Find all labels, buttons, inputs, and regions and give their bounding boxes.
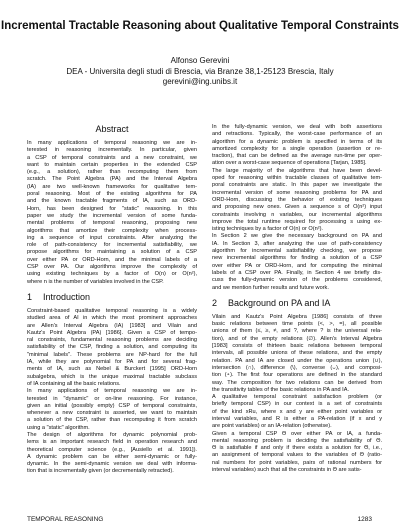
text-line: new incremental algorithms for finding a solution of a CSP bbox=[212, 255, 382, 262]
text-line: a CSP of temporal constraints and a new constraint, we bbox=[27, 154, 197, 161]
text-line: In many applications of temporal reasoning we are in- bbox=[27, 140, 197, 146]
introduction-continued-body bbox=[212, 124, 382, 292]
text-line: mental reasoning problem is deciding the satisfiability of Θ. bbox=[212, 437, 382, 444]
text-line: subalgebra, which is the unique maximal tractable subclass bbox=[27, 373, 197, 380]
text-line: propose algorithms for maintaining a solution of a CSP bbox=[27, 249, 197, 256]
text-line: algorithm for incremental satisfiability checking, we propose bbox=[212, 248, 382, 255]
abstract-body bbox=[27, 140, 197, 286]
text-line: labels of a CSP over PA. Finally, in Section 4 we briefly dis- bbox=[212, 269, 382, 276]
text-line: algorithm for a dynamic problem is specified in terms of its bbox=[212, 138, 382, 145]
text-line: tion that is incrementally given (or decrementally retracted). bbox=[27, 468, 174, 475]
text-line: ments of IA, such as Nebel & Burckert [1995] ORD-Horn bbox=[27, 366, 197, 373]
text-line: Vilain and Kautz's Point Algebra [1986] consists of three bbox=[212, 313, 382, 320]
text-line: studied area of AI in which the most prominent approaches bbox=[27, 315, 197, 322]
section-number: 2 bbox=[212, 297, 218, 308]
text-line: CSP over PA. Our algorithms improve the complexity of bbox=[27, 264, 197, 271]
text-line: are Allen's Interval Algebra (IA) [1983] and Vilain and bbox=[27, 322, 197, 329]
text-line: intervals, all possible unions of these relations, and the empty bbox=[212, 350, 382, 357]
text-line: The large majority of the algorithms that have been devel- bbox=[212, 167, 382, 174]
text-line: the transitivity tables of the basic relations in PA and IA. bbox=[212, 386, 350, 393]
text-line: oped for reasoning within tractable classes of qualitative tem- bbox=[212, 175, 382, 182]
text-line: where n is the number of variables involved in the CSP. bbox=[27, 278, 164, 285]
text-line: constraints involving n variables, our incremental algorithms bbox=[212, 211, 382, 218]
section-number: 1 bbox=[27, 291, 33, 302]
text-line: lems is an important research field in operation research and bbox=[27, 439, 197, 446]
text-line: The design of algorithms for dynamic polynomial prob- bbox=[27, 431, 197, 438]
text-line: and we mention further results and future work. bbox=[212, 284, 329, 291]
author-email: gerevini@ing.unibs.it bbox=[162, 77, 238, 86]
right-column bbox=[212, 124, 382, 474]
abstract-heading: Abstract bbox=[95, 124, 129, 134]
text-line: briefly temporal CSP) in our context is a set of constraints bbox=[212, 401, 382, 408]
text-line: ation over a worst-case sequence of operations [Tarjan, 1985]. bbox=[212, 160, 367, 167]
text-line: want to maintain certain properties in the extended CSP bbox=[27, 161, 197, 168]
text-line: ral constraints, fundamental reasoning problems are deciding bbox=[27, 337, 197, 344]
text-line: ing a sequence of input constraints. After analyzing the bbox=[27, 234, 197, 241]
text-line: cuss the fully-dynamic version of the problems considered, bbox=[212, 277, 382, 284]
text-line: isting techniques by a factor of O(n) or O(n²). bbox=[212, 226, 323, 233]
text-line: dynamic. In the semi-dynamic version we deal with informa- bbox=[27, 461, 197, 468]
text-line: of IA containing all the basic relations. bbox=[27, 380, 121, 387]
text-line: Given a temporal CSP Θ over either PA or IA, a funda- bbox=[212, 430, 382, 437]
text-line: unions of them (≤, ≥, ≠, and ?, where ? is the universal rela- bbox=[212, 328, 382, 335]
text-line: role of path-consistency for incremental satisfiability, we bbox=[27, 242, 197, 249]
text-line: Constraint-based qualitative temporal reasoning is a widely bbox=[27, 307, 197, 314]
section-title: Introduction bbox=[43, 291, 91, 302]
running-footer: TEMPORAL REASONING bbox=[27, 516, 104, 523]
text-line: A dynamic problem can be either semi-dynamic or fully- bbox=[27, 453, 197, 460]
text-line: In the fully-dynamic version, we deal with both assertions bbox=[212, 124, 382, 130]
left-column bbox=[27, 124, 197, 476]
text-line: are point variables) or an IA-relation (otherwise). bbox=[212, 423, 332, 430]
text-line: of the kind xRu, where x and y are either point variables or bbox=[212, 408, 382, 415]
text-line: [1983] consists of thirteen basic relations between temporal bbox=[212, 343, 382, 350]
author-block bbox=[0, 56, 400, 88]
text-line: scratch. The Point Algebra (PA) and the Interval Algebra bbox=[27, 176, 197, 183]
text-line: tion), and of the empty relations (∅). Allen's Interval Algebra bbox=[212, 335, 382, 342]
text-line: Θ is satisfiable if and only if there exists a solution for Θ, i.e., bbox=[212, 445, 382, 452]
text-line: incremental version of some reasoning problems for PA and bbox=[212, 189, 382, 196]
text-line: way. The composition for two relations can be derived from bbox=[212, 379, 382, 386]
text-line: mental problems of temporal reasoning, proposing new bbox=[27, 220, 197, 227]
text-line: interval variables, and R is either a PA-relation (if x and y bbox=[212, 415, 382, 422]
text-line: over either PA or ORD-Horn, and for computing the minimal bbox=[212, 262, 382, 269]
text-line: A qualitative temporal constraint satisfaction problem (or bbox=[212, 394, 382, 401]
section-heading-introduction bbox=[27, 292, 197, 303]
text-line: satisfiability of the CSP, finding a solution, and computing its bbox=[27, 344, 197, 351]
text-line: relation. PA and IA are closed under the operations union (∪), bbox=[212, 357, 382, 364]
introduction-body bbox=[27, 308, 197, 476]
text-line: and proposing new ones. Given a sequence s of O(n²) input bbox=[212, 204, 382, 211]
text-line: an assignment of temporal values to the variables of Θ (ratio- bbox=[212, 452, 382, 459]
text-line: (e.g., a solution), rather than recomputing them from bbox=[27, 169, 197, 176]
text-line: basic relations between time points (<, >, =), all possible bbox=[212, 321, 382, 328]
text-line: In many applications of temporal reasoning we are in- bbox=[27, 388, 197, 395]
author-name: Alfonso Gerevini bbox=[170, 56, 230, 65]
text-line: whenever a new constraint is asserted, we want to maintain bbox=[27, 410, 197, 417]
paper-title: Incremental Tractable Reasoning about Qualitative Temporal Constraints bbox=[1, 20, 399, 32]
text-line: IA, while they are polynomial for PA and for several frag- bbox=[27, 359, 197, 366]
text-line: algorithms that amortize their complexity when process- bbox=[27, 227, 197, 234]
text-line: given an initial (possibly empty) CSP of temporal constraints, bbox=[27, 402, 197, 409]
page-number: 1283 bbox=[357, 516, 372, 523]
text-line: using existing techniques by a factor of O(n) or O(n²), bbox=[27, 271, 197, 278]
section-title: Background on PA and IA bbox=[228, 297, 331, 308]
text-line: terested in "dynamic" or on-line reasoning. For instance, bbox=[27, 395, 197, 402]
text-line: terested in reasoning incrementally. In particular, given bbox=[27, 147, 197, 154]
text-line: and the known tractable fragments of IA, such as ORD- bbox=[27, 198, 197, 205]
text-line: nal numbers for point variables, pairs of rational numbers for bbox=[212, 459, 382, 466]
text-line: paper we study the incremental version of some funda- bbox=[27, 212, 197, 219]
text-line: ORD-Horn, discussing the behavior of existing techniques bbox=[212, 196, 382, 203]
text-line: poral constraints are static. In this paper we investigate the bbox=[212, 182, 382, 189]
author-affiliation: DEA - Universita degli studi di Brescia, via Branze 38,1-25123 Brescia, Italy bbox=[66, 66, 334, 76]
text-line: improve the total runtime required for processing s using ex- bbox=[212, 218, 382, 225]
text-line: theoretical computer science (e.g., [Ausiello et al. 1991]). bbox=[27, 446, 197, 453]
text-line: Horn, has been designed for "static" reasoning. In this bbox=[27, 205, 197, 212]
text-line: traction), that can be defined as the average run-time per oper- bbox=[212, 153, 382, 160]
section-heading-background bbox=[212, 298, 382, 309]
text-line: and retractions. Typically, the worst-case performance of an bbox=[212, 131, 382, 138]
text-line: tion (∘). The first four operations are defined in the standard bbox=[212, 372, 382, 379]
text-line: (IA) are two well-known frameworks for qualitative tem- bbox=[27, 183, 197, 190]
text-line: intersection (∩), difference (\), converse (⌣), and composi- bbox=[212, 364, 382, 371]
text-line: IA. In Section 3, after analyzing the use of path-consistency bbox=[212, 240, 382, 247]
background-body bbox=[212, 314, 382, 475]
text-line: Kautz's Point Algebra (PA) [1986]. Given a CSP of tempo- bbox=[27, 329, 197, 336]
text-line: interval variables) such that all the constraints in Θ are satis- bbox=[212, 467, 362, 474]
text-line: In Section 2 we give the necessary background on PA and bbox=[212, 233, 382, 240]
text-line: using a "static" algorithm. bbox=[27, 424, 90, 431]
text-line: a solution of the CSP, rather than recomputing it from scratch bbox=[27, 417, 197, 424]
text-line: amortized complexity for a single operation (assertion or re- bbox=[212, 145, 382, 152]
text-line: over either PA or ORD-Horn, and the minimal labels of a bbox=[27, 256, 197, 263]
text-line: poral reasoning. Most of the existing algorithms for PA bbox=[27, 191, 197, 198]
text-line: "minimal labels". These problems are NP-hard for the full bbox=[27, 351, 197, 358]
